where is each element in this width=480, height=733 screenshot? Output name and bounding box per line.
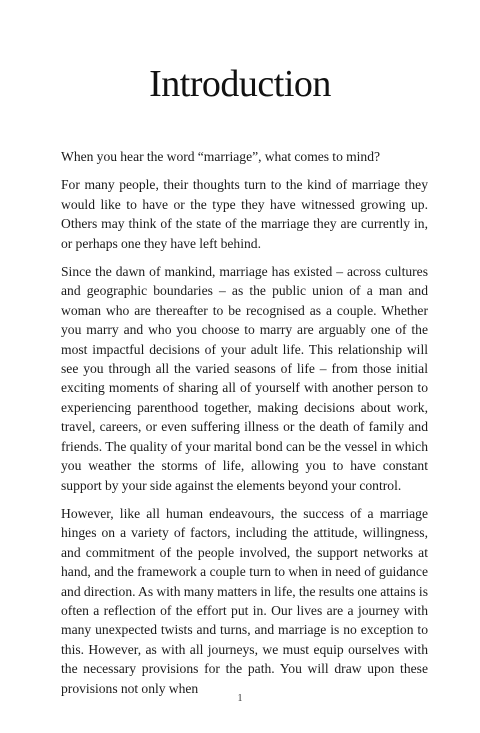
paragraph: Since the dawn of mankind, marriage has existed – across cultures and geographic boundaries – as the public union of a man and woman who are thereafter to be recognised as a couple. Whether you marry and who you choose to marry are arguably one of the most impactful decisions of your adult life. This relationship will see you through all the varied seasons of life – from those initial exciting moments of sharing all of yourself with another person to experiencing parenthood together, making decisions about work, travel, careers, or even suffering illness or the death of family and friends. The quality of your marital bond can be the vessel in which you weather the storms of life, allowing you to have constant support by your side against the elements beyond your control. bbox=[61, 264, 428, 493]
chapter-title: Introduction bbox=[149, 63, 331, 105]
paragraph: However, like all human endeavours, the success of a marriage hinges on a variety of factors, including the attitude, willingness, and commitment of the people involved, the support networks at hand, and the framework a couple turn to when in need of guidance and direction. As with many matters in life, the results one attains is often a reflection of the effort put in. Our lives are a journey with many unexpected twists and turns, and marriage is no exception to this. However, as with all journeys, we must equip ourselves with the necessary provisions for the path. You will draw upon these provisions not only when bbox=[61, 505, 428, 696]
page-number: 1 bbox=[237, 693, 243, 704]
body-text bbox=[61, 147, 428, 707]
paragraph: When you hear the word “marriage”, what comes to mind? bbox=[61, 149, 381, 164]
paragraph: For many people, their thoughts turn to the kind of marriage they would like to have or the type they have witnessed growing up. Others may think of the state of the marriage they are currently in, or perhaps one they have left behind. bbox=[61, 177, 428, 251]
